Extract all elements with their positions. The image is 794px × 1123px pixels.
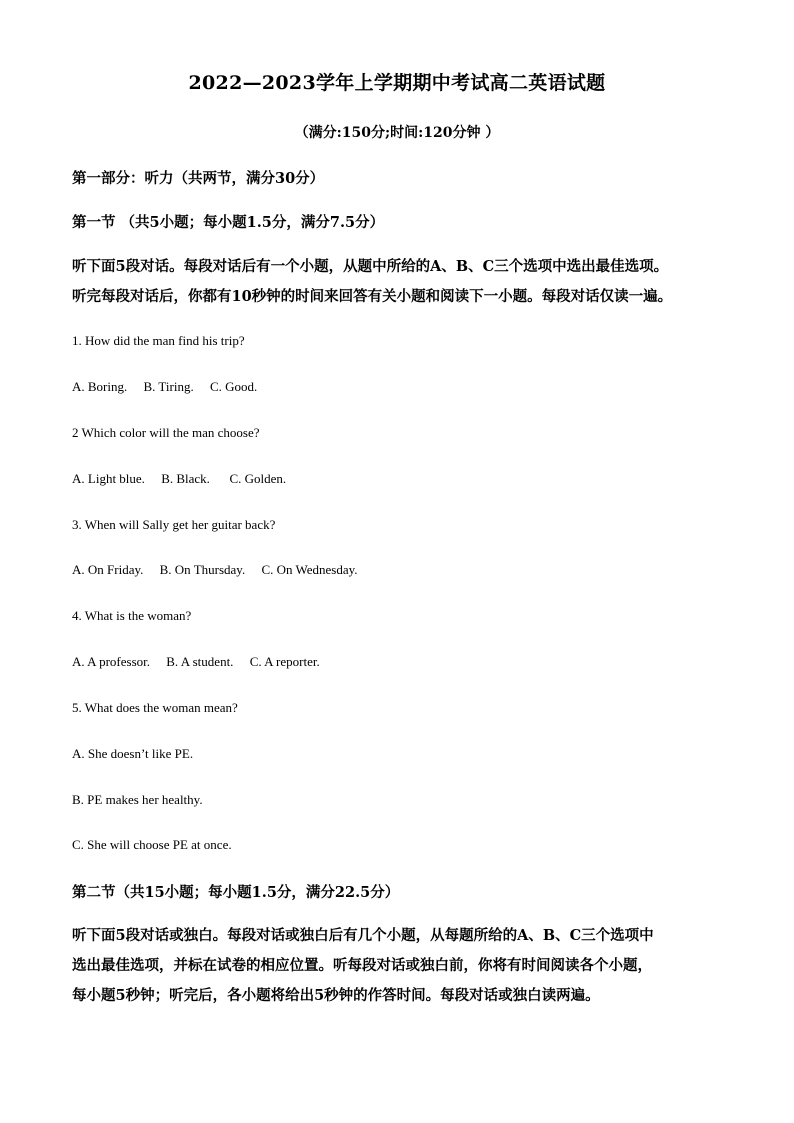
section1-heading: 第一节 （共5小题；每小题1.5分，满分7.5分） (72, 214, 385, 231)
option-b: B. A student. (166, 654, 234, 669)
question-2-options (72, 471, 286, 487)
section2-heading: 第二节（共15小题；每小题1.5分，满分22.5分） (72, 884, 400, 901)
question-4-options (72, 654, 320, 670)
question-5-option-c: C. She will choose PE at once. (72, 837, 232, 852)
option-a: A. A professor. (72, 654, 150, 669)
section1-instructions (72, 252, 732, 312)
section2-instruction-line: 每小题5秒钟；听完后，各小题将给出5秒钟的作答时间。每段对话或独白读两遍。 (72, 987, 600, 1004)
question-1-stem: 1. How did the man find his trip? (72, 333, 245, 348)
option-c: C. On Wednesday. (261, 562, 358, 577)
question-5-option-b: B. PE makes her healthy. (72, 792, 203, 807)
option-a: A. Light blue. (72, 471, 145, 486)
question-1-options (72, 379, 257, 395)
question-3-options (72, 562, 358, 578)
exam-title: 2022—2023学年上学期期中考试高二英语试题 (188, 72, 606, 94)
section2-instructions (72, 921, 732, 1011)
question-2-stem: 2 Which color will the man choose? (72, 425, 260, 440)
section1-instruction-line: 听完每段对话后，你都有10秒钟的时间来回答有关小题和阅读下一小题。每段对话仅读一遍。 (72, 288, 673, 305)
option-c: C. Golden. (229, 471, 287, 486)
part1-heading: 第一部分：听力（共两节，满分30分） (72, 170, 325, 187)
section2-instruction-line: 选出最佳选项，并标在试卷的相应位置。听每段对话或独白前，你将有时间阅读各个小题， (72, 957, 652, 974)
option-b: B. On Thursday. (159, 562, 246, 577)
question-4-stem: 4. What is the woman? (72, 608, 192, 623)
option-c: C. Good. (209, 379, 258, 394)
section1-instruction-line: 听下面5段对话。每段对话后有一个小题，从题中所给的A、B、C三个选项中选出最佳选项。 (72, 258, 669, 275)
question-5-stem: 5. What does the woman mean? (72, 700, 238, 715)
option-a: A. On Friday. (72, 562, 144, 577)
section2-instruction-line: 听下面5段对话或独白。每段对话或独白后有几个小题，从每题所给的A、B、C三个选项中 (72, 927, 654, 944)
question-3-stem: 3. When will Sally get her guitar back? (72, 517, 276, 532)
option-b: B. Tiring. (143, 379, 194, 394)
option-a: A. Boring. (72, 379, 128, 394)
exam-subtitle: （满分:150分;时间:120分钟 ） (294, 125, 500, 141)
option-b: B. Black. (161, 471, 210, 486)
question-5-option-a: A. She doesn’t like PE. (72, 746, 194, 761)
option-c: C. A reporter. (249, 654, 320, 669)
